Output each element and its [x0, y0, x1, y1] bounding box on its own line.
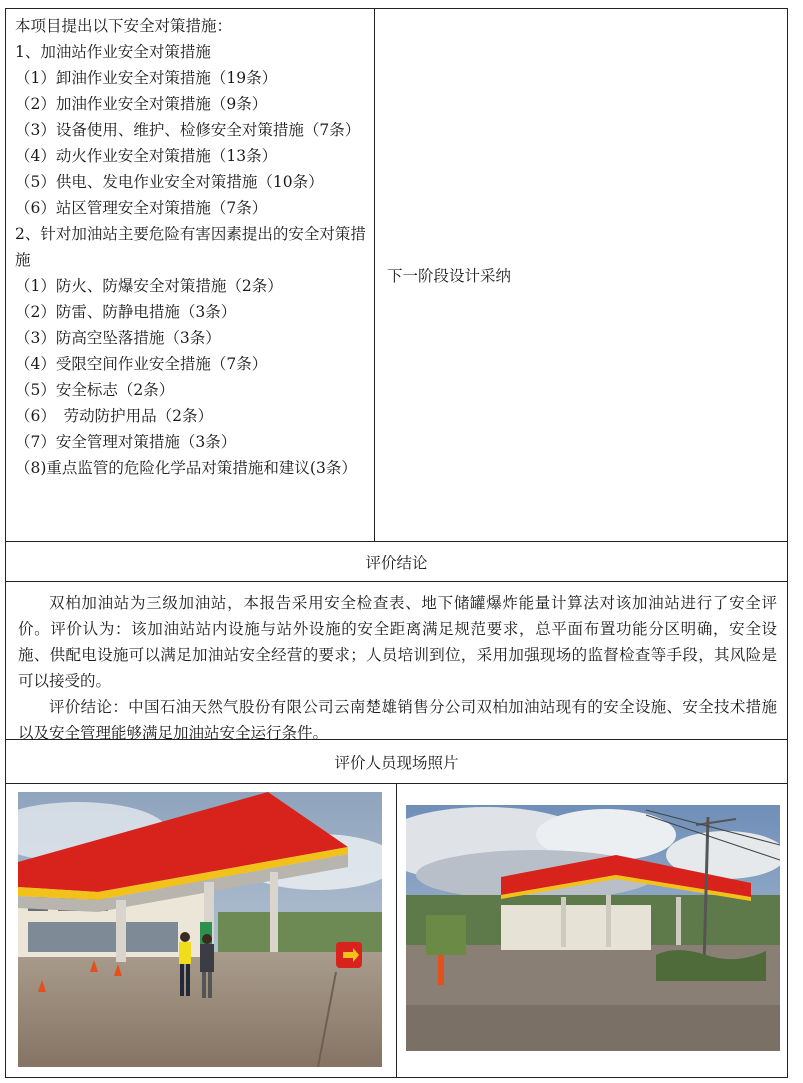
measure-item: （1）防火、防爆安全对策措施（2条） [15, 277, 283, 295]
measure-item: （2）防雷、防静电措施（3条） [15, 303, 237, 321]
photos-row [6, 784, 787, 1077]
conclusion-body [6, 582, 787, 740]
conclusion-paragraph: 双柏加油站为三级加油站，本报告采用安全检查表、地下储罐爆炸能量计算法对该加油站进行了安全评价。评价认为：该加油站站内设施与站外设施的安全距离满足规范要求，总平面布置功能分区明确，安全设施、供配电设施可以满足加油站安全经营的要求；人员培训到位，采用加强现场的监督检查等手段，其风险是可以接受的。 [18, 594, 777, 690]
conclusion-header [6, 542, 787, 582]
conclusion-header-text: 评价结论 [365, 553, 428, 572]
measure-item: （3）设备使用、维护、检修安全对策措施（7条） [15, 121, 361, 139]
site-photo-wide [406, 805, 780, 1051]
measure-item: （6） 劳动防护用品（2条） [15, 407, 213, 425]
conclusion-summary: 评价结论：中国石油天然气股份有限公司云南楚雄销售分公司双柏加油站现有的安全设施、安全技术措施以及安全管理能够满足加油站安全运行条件。 [18, 698, 777, 742]
report-table [5, 8, 788, 1078]
measure-item: （1）卸油作业安全对策措施（19条） [15, 69, 278, 87]
measures-row [6, 9, 787, 542]
photo-cell-left [6, 784, 397, 1077]
photos-header [6, 740, 787, 784]
measure-item: （5）供电、发电作业安全对策措施（10条） [15, 173, 324, 191]
measures-list [6, 9, 375, 541]
adoption-text: 下一阶段设计采纳 [387, 267, 512, 285]
measure-item: 1、加油站作业安全对策措施 [15, 43, 211, 61]
measure-item: 2、针对加油站主要危险有害因素提出的安全对策措施 [15, 225, 366, 269]
photo-cell-right [397, 784, 787, 1077]
measure-item: （2）加油作业安全对策措施（9条） [15, 95, 268, 113]
measure-item: （6）站区管理安全对策措施（7条） [15, 199, 268, 217]
photos-header-text: 评价人员现场照片 [334, 753, 459, 772]
measure-item: （8)重点监管的危险化学品对策措施和建议(3条） [15, 459, 357, 477]
measure-item: （4）受限空间作业安全措施（7条） [15, 355, 268, 373]
site-photo-front [18, 792, 382, 1067]
measure-item: （7）安全管理对策措施（3条） [15, 433, 237, 451]
adoption-cell [375, 9, 787, 541]
measures-intro: 本项目提出以下安全对策措施： [15, 17, 233, 35]
measure-item: （3）防高空坠落措施（3条） [15, 329, 221, 347]
measure-item: （4）动火作业安全对策措施（13条） [15, 147, 278, 165]
measure-item: （5）安全标志（2条） [15, 381, 175, 399]
